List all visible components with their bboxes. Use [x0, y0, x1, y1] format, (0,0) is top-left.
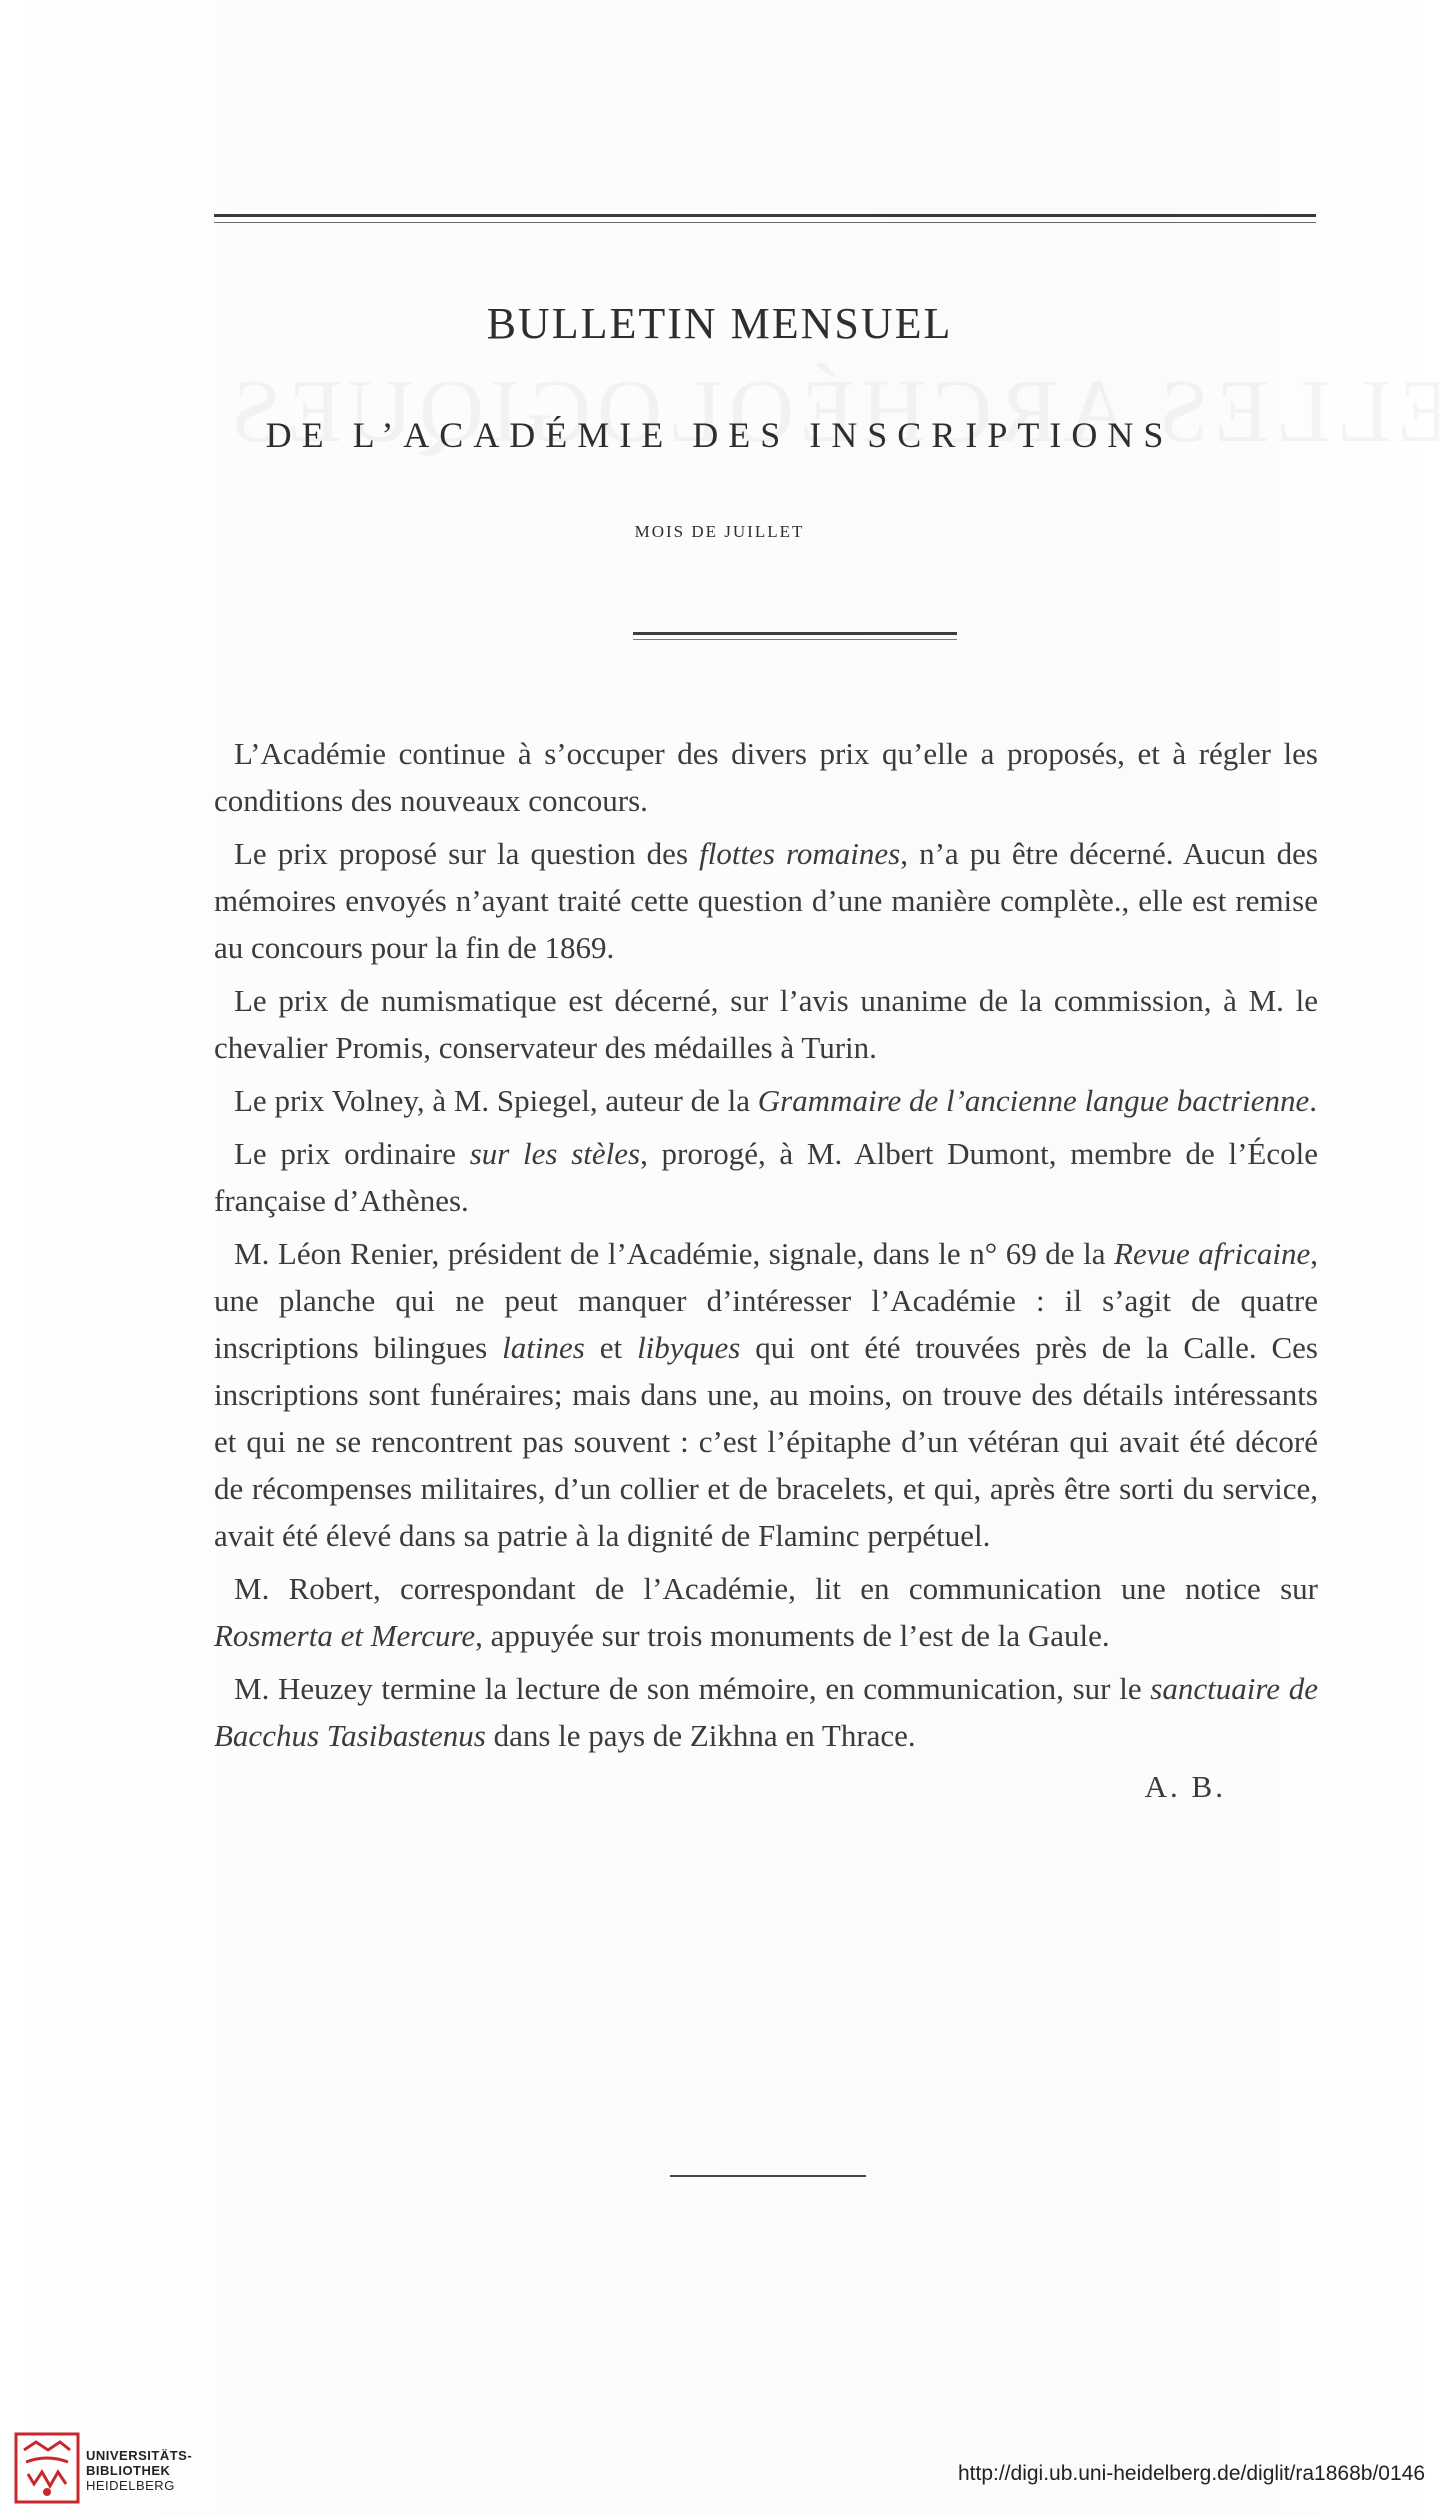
library-line-2: BIBLIOTHEK	[86, 2463, 171, 2478]
paragraph	[214, 1565, 1318, 1659]
text-run: M. Robert, correspondant de l’Académie, lit en communication une notice sur	[234, 1571, 1318, 1606]
library-line-1: UNIVERSITÄTS-	[86, 2448, 193, 2463]
text-run: , une planche qui ne peut manquer d’intéresser l’Académie : il s’agit de quatre inscriptions bilingues	[214, 1236, 1318, 1365]
text-run: et	[584, 1330, 638, 1365]
text-run: M. Heuzey termine la lecture de son mémoire, en communication, sur le	[234, 1671, 1151, 1706]
italic-text: libyques	[637, 1330, 741, 1365]
text-run: Le prix ordinaire	[234, 1136, 470, 1171]
bulletin-subtitle: DE L’ACADÉMIE DES INSCRIPTIONS	[265, 415, 1174, 455]
text-run: Le prix de numismatique est décerné, sur l’avis unanime de la commission, à M. le chevalier Promis, conservateur des médailles à Turin.	[214, 983, 1318, 1065]
title-rule-thin	[633, 639, 957, 640]
top-rule	[214, 214, 1316, 217]
bulletin-title: BULLETIN MENSUEL	[486, 299, 953, 348]
bulletin-month: MOIS DE JUILLET	[634, 522, 805, 541]
title-rule	[633, 632, 957, 635]
paragraph-list	[214, 730, 1318, 1759]
italic-text: Rosmerta et Mercure	[214, 1618, 476, 1653]
text-run: .	[1309, 1083, 1318, 1118]
text-run: qui ont été trouvées près de la Calle. Ces inscriptions sont funéraires; mais dans une, au moins, on trouve des détails intéressants et qui ne se rencontrent pas souvent : c’est l’épitaphe d’un vétéran qui avait été décoré de récompenses militaires, d’un collier et de bracelets, et qui, après être sorti du service, avait été élevé dans sa patrie à la dignité de Flaminc perpétuel.	[214, 1330, 1318, 1553]
text-run: , appuyée sur trois monuments de l’est de la Gaule.	[475, 1618, 1110, 1653]
paragraph	[214, 977, 1318, 1071]
text-run: M. Léon Renier, président de l’Académie, signale, dans le n° 69 de la	[234, 1236, 1115, 1271]
library-name	[86, 2448, 192, 2493]
italic-text: sur les stèles	[469, 1136, 641, 1171]
top-rule-thin	[214, 222, 1316, 223]
end-rule	[670, 2175, 866, 2177]
paragraph	[214, 1230, 1318, 1559]
text-run: dans le pays de Zikhna en Thrace.	[485, 1718, 916, 1753]
italic-text: Revue africaine	[1114, 1236, 1311, 1271]
text-run: Le prix proposé sur la question des	[234, 836, 700, 871]
bulletin-body	[214, 730, 1318, 1810]
italic-text: sanctuaire de Bacchus Tasibastenus	[214, 1671, 1318, 1753]
signature: A. B.	[1144, 1769, 1226, 1804]
text-run: , prorogé, à M. Albert Dumont, membre de l’École française d’Athènes.	[214, 1136, 1318, 1218]
paragraph	[214, 1665, 1318, 1759]
source-url[interactable]: http://digi.ub.uni-heidelberg.de/diglit/ra1868b/0146	[957, 2462, 1425, 2485]
paragraph	[214, 830, 1318, 971]
university-seal-icon	[14, 2432, 80, 2504]
italic-text: latines	[502, 1330, 585, 1365]
library-line-3: HEIDELBERG	[86, 2478, 175, 2493]
paragraph	[214, 730, 1318, 824]
paragraph	[214, 1077, 1318, 1124]
italic-text: Grammaire de l’ancienne langue bactrienne	[757, 1083, 1310, 1118]
italic-text: flottes romaines	[699, 836, 901, 871]
text-run: , n’a pu être décerné. Aucun des mémoires envoyés n’ayant traité cette question d’une manière complète., elle est remise au concours pour la fin de 1869.	[214, 836, 1318, 965]
text-run: Le prix Volney, à M. Spiegel, auteur de la	[234, 1083, 758, 1118]
text-run: L’Académie continue à s’occuper des divers prix qu’elle a proposés, et à régler les conditions des nouveaux concours.	[214, 736, 1318, 818]
paragraph	[214, 1130, 1318, 1224]
